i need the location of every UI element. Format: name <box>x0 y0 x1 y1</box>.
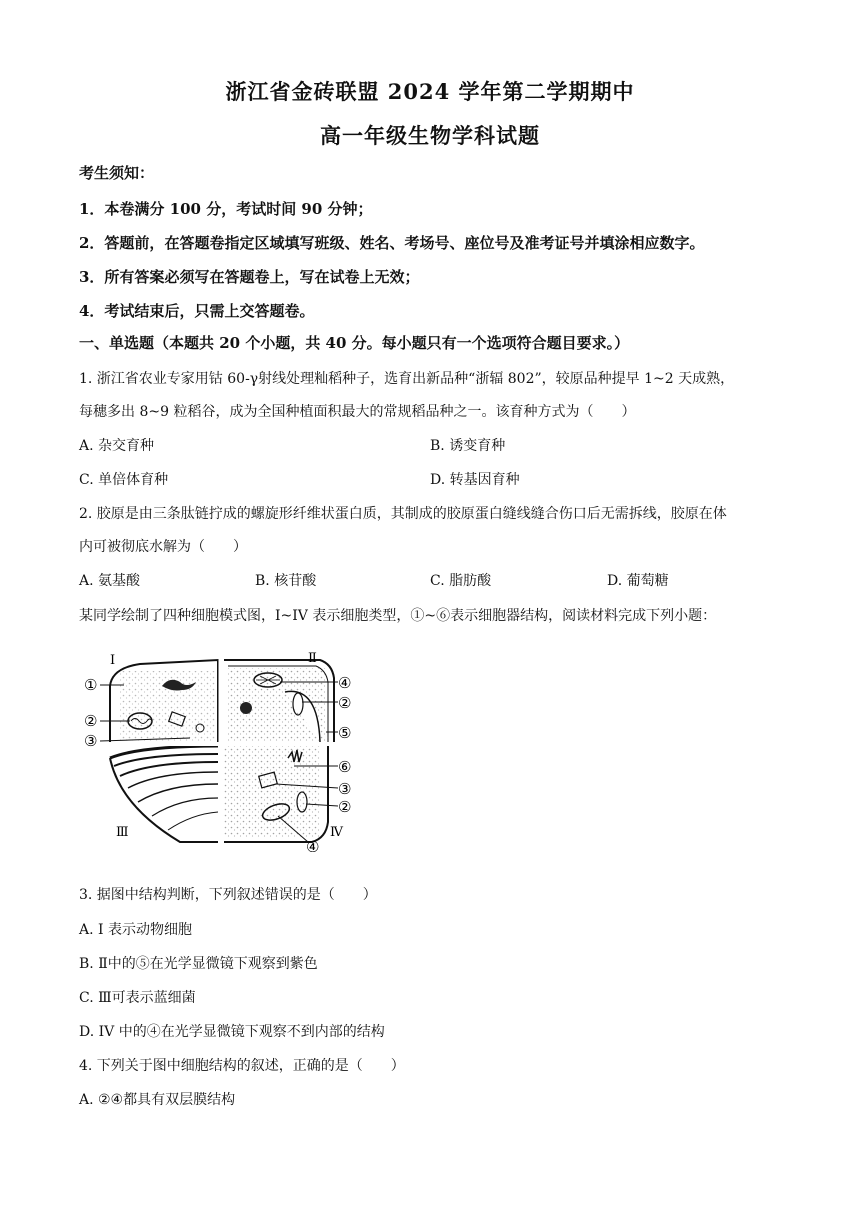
label-4-bottom: ④ <box>306 838 320 852</box>
material-intro: 某同学绘制了四种细胞模式图，I~IV 表示细胞类型，①~⑥表示细胞器结构，阅读材料完成下列小题： <box>79 608 717 624</box>
question-1-option-b: B. 诱变育种 <box>430 438 506 454</box>
question-4-option-a: A. ②④都具有双层膜结构 <box>79 1092 236 1108</box>
quadrant-label-i: I <box>110 653 116 668</box>
exam-title: 浙江省金砖联盟 2024 学年第二学期期中 <box>225 79 635 104</box>
question-2-stem-line2: 内可被彻底水解为（ ） <box>79 539 247 555</box>
question-3-option-d: D. IV 中的④在光学显微镜下观察不到内部的结构 <box>79 1024 385 1040</box>
question-1-stem-line2: 每穗多出 8~9 粒稻谷，成为全国种植面积最大的常规稻品种之一。该育种方式为（ ） <box>79 404 636 420</box>
notice-item: 1．本卷满分 100 分，考试时间 90 分钟； <box>79 200 373 218</box>
label-5-right: ⑤ <box>338 724 352 742</box>
question-4-stem: 4. 下列关于图中细胞结构的叙述，正确的是（ ） <box>79 1058 405 1074</box>
label-2-right-lower: ② <box>338 798 352 816</box>
section-heading: 一、单选题（本题共 20 个小题，共 40 分。每小题只有一个选项符合题目要求。） <box>79 334 630 352</box>
quadrant-label-iv: Ⅳ <box>330 825 343 840</box>
question-2-stem-line1: 2. 胶原是由三条肽链拧成的螺旋形纤维状蛋白质，其制成的胶原蛋白缝线缝合伤口后无需拆线，胶原在体 <box>79 506 727 522</box>
quadrant-label-ii: Ⅱ <box>308 651 317 666</box>
question-1-option-a: A. 杂交育种 <box>79 438 155 454</box>
question-2-option-c: C. 脂肪酸 <box>430 573 492 589</box>
label-4-right: ④ <box>338 674 352 692</box>
label-2-left: ② <box>84 712 98 730</box>
label-3-left: ③ <box>84 732 98 750</box>
notice-item: 4．考试结束后，只需上交答题卷。 <box>79 302 315 320</box>
question-3-option-c: C. Ⅲ可表示蓝细菌 <box>79 990 196 1006</box>
cell-ii-drawing <box>224 660 334 742</box>
question-2-option-d: D. 葡萄糖 <box>607 573 669 589</box>
cell-i-drawing <box>110 660 218 742</box>
question-1-stem-line1: 1. 浙江省农业专家用钴 60-γ射线处理籼稻种子，选育出新品种“浙辐 802”，较原品种提早 1~2 天成熟， <box>79 371 735 387</box>
notice-heading: 考生须知： <box>79 164 155 182</box>
label-1-left: ① <box>84 676 98 694</box>
question-3-stem: 3. 据图中结构判断，下列叙述错误的是（ ） <box>79 887 377 903</box>
quadrant-label-iii: Ⅲ <box>116 825 129 840</box>
question-3-option-a: A. I 表示动物细胞 <box>79 922 192 938</box>
notice-item: 3．所有答案必须写在答题卷上，写在试卷上无效； <box>79 268 420 286</box>
label-3-right: ③ <box>338 780 352 798</box>
exam-subtitle: 高一年级生物学科试题 <box>320 123 540 148</box>
question-3-option-b: B. Ⅱ中的⑤在光学显微镜下观察到紫色 <box>79 956 318 972</box>
cell-diagram-figure <box>80 646 362 852</box>
question-1-option-d: D. 转基因育种 <box>430 472 520 488</box>
label-6-right: ⑥ <box>338 758 352 776</box>
question-1-option-c: C. 单倍体育种 <box>79 472 169 488</box>
notice-item: 2．答题前，在答题卷指定区域填写班级、姓名、考场号、座位号及准考证号并填涂相应数字。 <box>79 234 705 252</box>
question-2-option-a: A. 氨基酸 <box>79 573 141 589</box>
question-2-option-b: B. 核苷酸 <box>255 573 317 589</box>
cell-iv-drawing <box>224 746 328 842</box>
label-2-right: ② <box>338 694 352 712</box>
